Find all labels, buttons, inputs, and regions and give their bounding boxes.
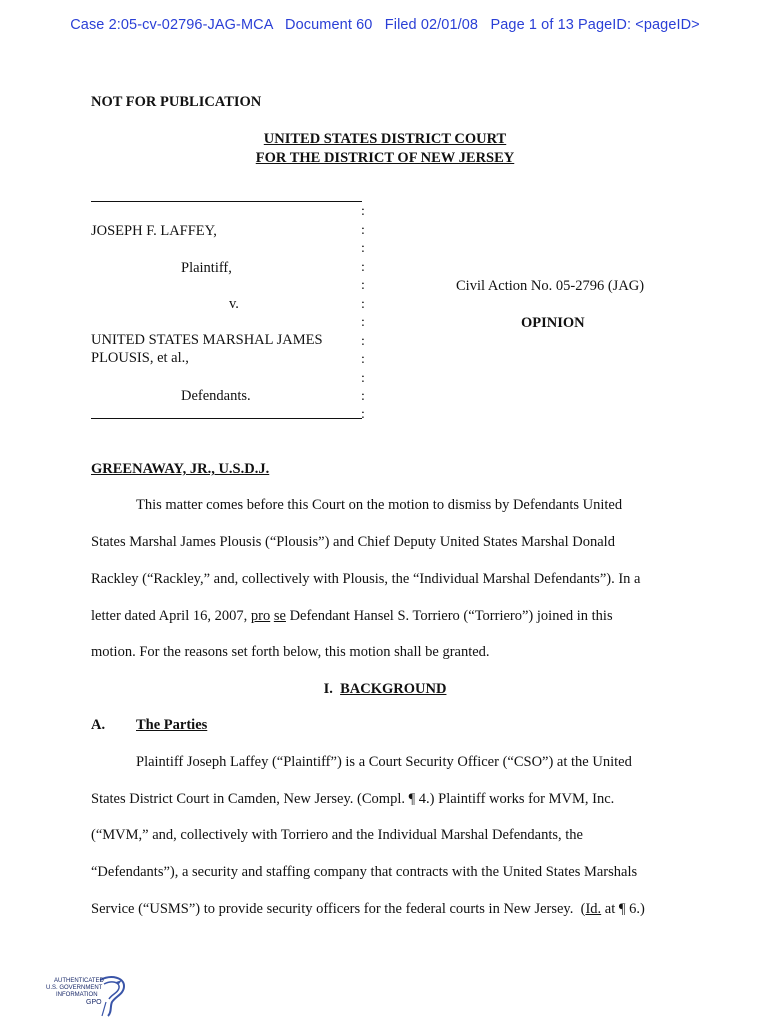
gpo-logo-line1: AUTHENTICATED [54, 978, 104, 984]
caption-colon: : [361, 223, 365, 238]
caption-colon: : [361, 260, 365, 275]
caption-colon: : [361, 352, 365, 367]
plaintiff-name: JOSEPH F. LAFFEY, [91, 223, 217, 239]
intro-line-5: motion. For the reasons set forth below, this motion shall be granted. [91, 644, 490, 660]
caption-top-rule [91, 201, 362, 202]
gpo-logo-line2: U.S. GOVERNMENT [46, 985, 103, 991]
section-heading [0, 681, 770, 698]
caption-colon: : [361, 241, 365, 256]
gpo-authentication-logo [42, 972, 132, 1018]
parties-text: at ¶ 6.) [601, 901, 645, 917]
versus: v. [229, 296, 239, 312]
intro-text: letter dated April 16, 2007, [91, 608, 251, 624]
gpo-logo-line4: GPO [86, 999, 102, 1006]
intro-line-1: This matter comes before this Court on the motion to dismiss by Defendants United [136, 497, 623, 513]
id-citation: Id. [585, 901, 602, 917]
caption-colon: : [361, 371, 365, 386]
judge-name: GREENAWAY, JR., U.S.D.J. [91, 461, 270, 477]
subsection-letter: A. [91, 717, 106, 733]
intro-line-2: States Marshal James Plousis (“Plousis”) and Chief Deputy United States Marshal Donald [91, 534, 615, 550]
opinion-title: OPINION [521, 315, 585, 331]
court-name-line1: UNITED STATES DISTRICT COURT [263, 131, 507, 147]
case-header-stamp: Case 2:05-cv-02796-JAG-MCA Document 60 Filed 02/01/08 Page 1 of 13 PageID: <pageID> [70, 17, 700, 33]
caption-colon: : [361, 297, 365, 312]
section-number: I. [323, 681, 341, 697]
parties-line-2: States District Court in Camden, New Jersey. (Compl. ¶ 4.) Plaintiff works for MVM, Inc. [91, 791, 615, 807]
caption-bottom-rule [91, 418, 362, 419]
parties-line-3: (“MVM,” and, collectively with Torriero and the Individual Marshal Defendants, the [91, 827, 583, 843]
caption-colon: : [361, 204, 365, 219]
defendant-name-line2: PLOUSIS, et al., [91, 350, 189, 366]
parties-text: Service (“USMS”) to provide security officers for the federal courts in New Jersey. ( [91, 901, 586, 917]
caption-colon: : [361, 389, 365, 404]
gpo-logo-line3: INFORMATION [56, 992, 98, 998]
defendant-role: Defendants. [181, 388, 251, 404]
civil-action-number: Civil Action No. 05-2796 (JAG) [456, 278, 645, 294]
pro-se-term: pro [250, 608, 271, 624]
parties-line-5 [91, 901, 645, 918]
caption-colon: : [361, 407, 365, 422]
intro-line-3: Rackley (“Rackley,” and, collectively with Plousis, the “Individual Marshal Defendants”). In a [91, 571, 641, 587]
caption-colon: : [361, 334, 365, 349]
section-title: BACKGROUND [340, 681, 447, 697]
plaintiff-role: Plaintiff, [181, 260, 232, 276]
pro-se-term: se [273, 608, 286, 624]
subsection-title: The Parties [136, 717, 208, 733]
caption-colon: : [361, 278, 365, 293]
intro-line-4 [91, 608, 613, 625]
court-name-line2: FOR THE DISTRICT OF NEW JERSEY [255, 150, 515, 166]
intro-text: Defendant Hansel S. Torriero (“Torriero”) joined in this [285, 608, 613, 624]
caption-colon: : [361, 315, 365, 330]
not-for-publication: NOT FOR PUBLICATION [91, 94, 262, 110]
defendant-name-line1: UNITED STATES MARSHAL JAMES [91, 332, 323, 348]
parties-line-4: “Defendants”), a security and staffing company that contracts with the United States Marshals [91, 864, 638, 880]
parties-line-1: Plaintiff Joseph Laffey (“Plaintiff”) is a Court Security Officer (“CSO”) at the United [136, 754, 632, 770]
